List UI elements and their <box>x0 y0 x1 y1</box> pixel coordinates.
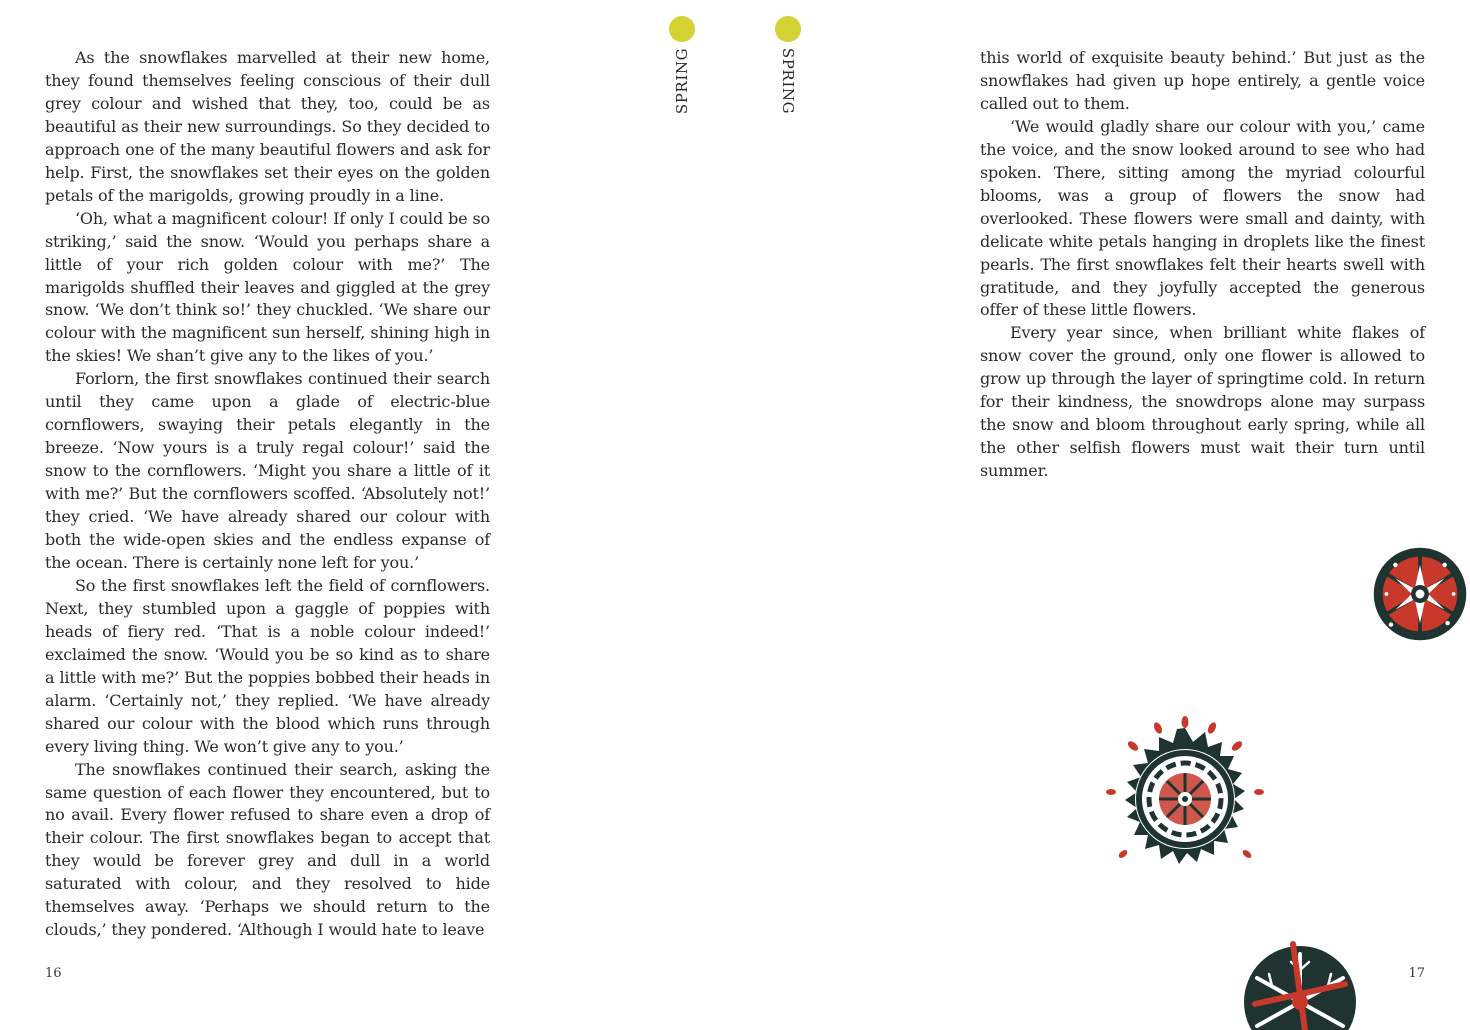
section-marker-dot <box>775 16 801 42</box>
paragraph: this world of exquisite beauty behind.’ But just as the snowflakes had given up hope entirely, a gentle voice called out to them. <box>980 48 1425 113</box>
snowflake-flower-illustration <box>1097 714 1273 890</box>
snowflake-flower-illustration <box>1235 934 1365 1030</box>
page-number-left: 16 <box>45 966 62 981</box>
left-page-body <box>45 47 490 942</box>
running-head-right <box>778 47 798 115</box>
section-marker-dot <box>669 16 695 42</box>
running-head-label: SPRING <box>779 47 798 115</box>
page-number-right: 17 <box>1408 966 1425 981</box>
right-page-body <box>980 47 1425 483</box>
paragraph: The snowflakes continued their search, asking the same question of each flower they encountered, but to no avail. Every flower refused to share even a drop of their colour. The first snowflakes began to accept that they would be forever grey and dull in a world saturated with colour, and they resolved to hide themselves away. ‘Perhaps we should return to the clouds,’ they pondered. ‘Although I would hate to leave <box>45 759 490 940</box>
paragraph: So the first snowflakes left the field of cornflowers. Next, they stumbled upon a gaggle of poppies with heads of fiery red. ‘That is a noble colour indeed!’ exclaimed the snow. ‘Would you be so kind as to share a little with me?’ But the poppies bobbed their heads in alarm. ‘Certainly not,’ they replied. ‘We have already shared our colour with the blood which runs through every living thing. We won’t give any to you.’ <box>45 575 490 756</box>
snowflake-flower-illustration <box>1373 525 1470 663</box>
paragraph: Forlorn, the first snowflakes continued their search until they came upon a glade of electric-blue cornflowers, swaying their petals elegantly in the breeze. ‘Now yours is a truly regal colour!’ said the snow to the cornflowers. ‘Might you share a little of it with me?’ But the cornflowers scoffed. ‘Absolutely not!’ they cried. ‘We have already shared our colour with both the wide-open skies and the endless expanse of the ocean. There is certainly none left for you.’ <box>45 369 490 572</box>
paragraph: Every year since, when brilliant white flakes of snow cover the ground, only one flower is allowed to grow up through the layer of springtime cold. In return for their kindness, the snowdrops alone may surpass the snow and bloom throughout early spring, while all the other selfish flowers must wait their turn until summer. <box>980 323 1425 481</box>
paragraph: ‘We would gladly share our colour with you,’ came the voice, and the snow looked around to see who had spoken. There, sitting among the myriad colourful blooms, was a group of flowers the snow had overlooked. These flowers were small and dainty, with delicate white petals hanging in droplets like the finest pearls. The first snowflakes felt their hearts swell with gratitude, and they joyfully accepted the generous offer of these little flowers. <box>980 116 1425 320</box>
running-head-label: SPRING <box>673 47 692 115</box>
paragraph: ‘Oh, what a magnificent colour! If only I could be so striking,’ said the snow. ‘Would you perhaps share a little of your rich golden colour with me?’ The marigolds shuffled their leaves and giggled at the grey snow. ‘We don’t think so!’ they chuckled. ‘We share our colour with the magnificent sun herself, shining high in the skies! We shan’t give any to the likes of you.’ <box>45 208 490 366</box>
right-page <box>735 0 1470 1030</box>
paragraph: As the snowflakes marvelled at their new home, they found themselves feeling conscious of their dull grey colour and wished that they, too, could be as beautiful as their new surroundings. So they decided to approach one of the many beautiful flowers and ask for help. First, the snowflakes set their eyes on the golden petals of the marigolds, growing proudly in a line. <box>45 48 490 205</box>
running-head-left <box>672 47 692 115</box>
